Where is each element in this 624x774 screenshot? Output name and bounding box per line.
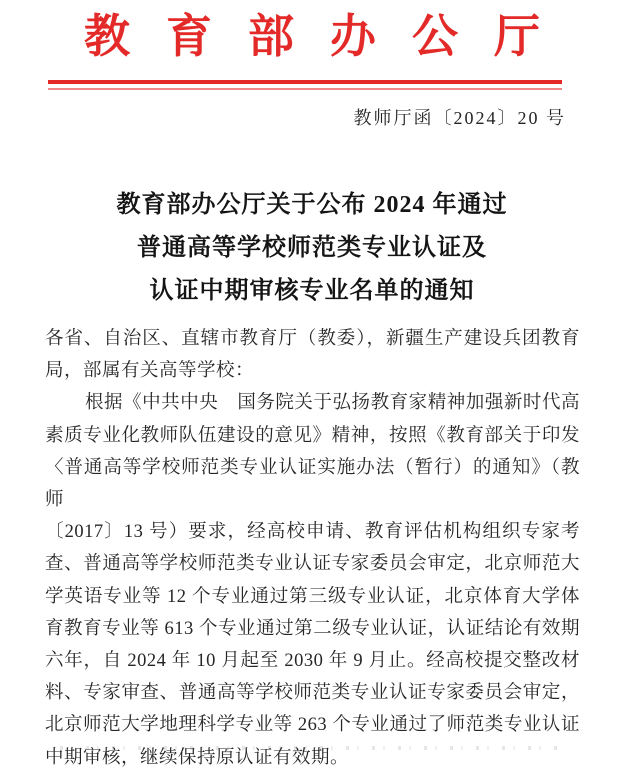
notice-title [0,184,624,313]
body-line: 中期审核，继续保持原认证有效期。 [45,747,350,768]
body-line: 局，部属有关高等学校： [45,361,255,382]
body-line: 〔2017〕13 号）要求，经高校申请、教育评估机构组织专家考 [45,522,580,543]
body-line: 素质专业化教师队伍建设的意见》精神，按照《教育部关于印发 [45,425,580,446]
body-line: 料、专家审查、普通高等学校师范类专业认证专家委员会审定， [45,683,580,704]
notice-title-line-2: 普通高等学校师范类专业认证及 [137,235,487,261]
agency-letterhead-title: 教育部办公厅 [84,11,576,62]
body-line: 育教育专业等 613 个专业通过第二级专业认证，认证结论有效期 [45,618,580,639]
letterhead-divider-thin [48,88,562,90]
body-line: 北京师范大学地理科学专业等 263 个专业通过了师范类专业认证 [45,715,580,736]
body-line: 〈普通高等学校师范类专业认证实施办法（暂行）的通知》（教师 [45,457,580,511]
body-line: 各省、自治区、直辖市教育厅（教委），新疆生产建设兵团教育 [45,329,580,349]
cutoff-next-line-remnant [60,746,560,750]
document-number: 教师厅函〔2024〕20 号 [353,108,566,128]
letterhead-divider-thick [48,80,562,84]
body-line: 查、普通高等学校师范类专业认证专家委员会审定，北京师范大 [45,554,580,575]
body-line: 根据《中共中央 国务院关于弘扬教育家精神加强新时代高 [85,393,580,414]
body-line: 六年，自 2024 年 10 月起至 2030 年 9 月止。经高校提交整改材 [45,651,580,672]
notice-body [45,323,580,774]
notice-title-line-3: 认证中期审核专业名单的通知 [149,278,475,304]
body-line: 学英语专业等 12 个专业通过第三级专业认证，北京体育大学体 [45,586,580,607]
notice-title-line-1: 教育部办公厅关于公布 2024 年通过 [116,192,508,218]
